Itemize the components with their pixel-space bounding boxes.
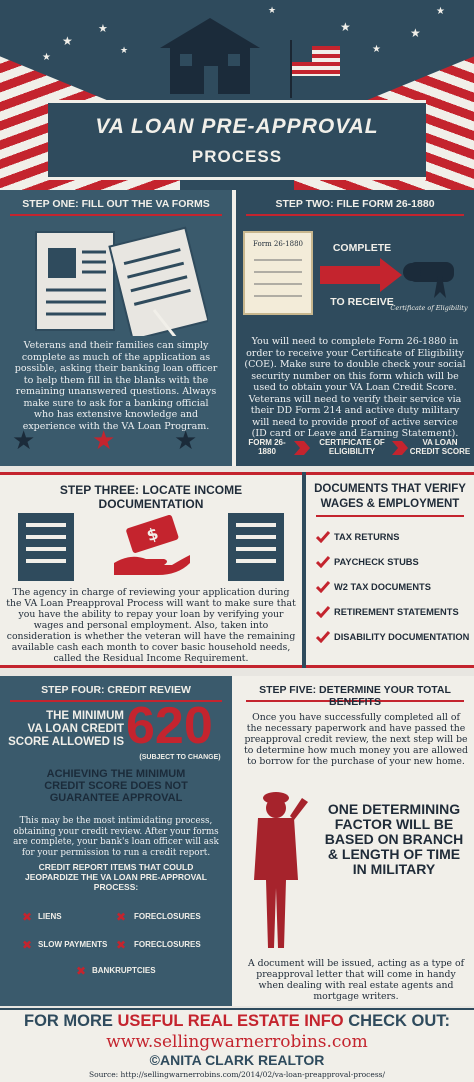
step-five-text-2: A document will be issued, acting as a type of preapproval letter that will come in handy when dealing with real estate agents and mortgage writers. [247, 958, 465, 1002]
step-four-panel [0, 676, 232, 1006]
step-five-heading: STEP FIVE: DETERMINE YOUR TOTAL BENEFITS [246, 684, 464, 702]
risk-item: FORECLOSURES [134, 912, 201, 921]
document-icon [16, 511, 76, 583]
step-three-text: The agency in charge of reviewing your application during the VA Loan Preapproval Process will want to make sure that you have the ability to repay your loan by verifying your wages and personal employment. Also, taken into consideration is whether the veteran will have the remaining available cash each month to cover basic household needs, called the Residual Income Requirement. [6, 587, 296, 664]
star-icon: ★ [410, 26, 421, 40]
x-icon: ✖ [116, 910, 127, 924]
more-prefix: FOR MORE [24, 1012, 113, 1030]
certificate-label: Certificate of Eligibility [390, 304, 468, 312]
house-icon [150, 14, 270, 94]
star-icon: ★ [92, 426, 116, 456]
svg-text:$: $ [144, 523, 161, 546]
documents-panel [306, 472, 474, 668]
factor-line1: ONE DETERMINING [327, 801, 461, 817]
more-highlight: USEFUL REAL ESTATE INFO [117, 1012, 344, 1030]
checkmark-icon [316, 581, 330, 593]
factor-line5: IN MILITARY [352, 861, 436, 877]
flow-step-certificate: CERTIFICATE OF ELIGIBILITY [319, 438, 385, 456]
saluting-soldier-icon [240, 788, 312, 948]
risk-item: FORECLOSURES [134, 940, 201, 949]
realtor-name: ©ANITA CLARK REALTOR [149, 1052, 325, 1068]
step-two-panel [236, 190, 474, 466]
step-two-heading: STEP TWO: FILE FORM 26-1880 [246, 198, 464, 216]
factor-line4: & LENGTH OF TIME [327, 846, 461, 862]
star-icon: ★ [98, 22, 108, 35]
step-one-heading: STEP ONE: FILL OUT THE VA FORMS [10, 198, 222, 216]
source-link[interactable]: Source: http://sellingwarnerrobins.com/2014/02/va-loan-preapproval-process/ [88, 1070, 386, 1079]
achieve-line1: ACHIEVING THE MINIMUM [46, 768, 186, 780]
document-item: RETIREMENT STATEMENTS [334, 607, 459, 617]
documents-heading-line2: WAGES & EMPLOYMENT [320, 498, 460, 510]
document-item: W2 TAX DOCUMENTS [334, 582, 431, 592]
checkmark-icon [316, 556, 330, 568]
subject-to-change: (SUBJECT TO CHANGE) [139, 754, 221, 761]
star-icon: ★ [12, 426, 36, 456]
receive-label: TO RECEIVE [330, 296, 394, 308]
star-icon: ★ [268, 6, 277, 16]
star-icon: ★ [372, 44, 381, 55]
flow-step-credit-score: VA LOAN CREDIT SCORE [409, 438, 471, 456]
achieve-line3: GUARANTEE APPROVAL [49, 792, 183, 804]
checkmark-icon [316, 606, 330, 618]
header-banner [0, 0, 474, 190]
star-icon: ★ [174, 426, 198, 456]
minimum-label-line2: VA LOAN CREDIT [27, 723, 124, 735]
document-icon [226, 511, 286, 583]
x-icon: ✖ [22, 910, 33, 924]
credit-score-value: 620 [126, 697, 213, 755]
documents-heading-line1: DOCUMENTS THAT VERIFY [314, 483, 466, 495]
money-hand-icon [112, 515, 192, 579]
arrow-right-icon [320, 258, 402, 292]
star-icon: ★ [120, 46, 129, 56]
step-one-text: Veterans and their families can simply complete as much of the application as possible, asking their banking loan officer to help them fill in the blanks with the remaining unanswered questions. Always make sure to ask for a banking official who has extensive knowledge and experience with the VA Loan Program. [14, 340, 218, 432]
risk-heading: CREDIT REPORT ITEMS THAT COULD JEOPARDIZE THE VA LOAN PRE-APPROVAL PROCESS: [25, 862, 207, 892]
step-five-panel [236, 676, 474, 1006]
risk-item: SLOW PAYMENTS [38, 940, 108, 949]
achieve-line2: CREDIT SCORE DOES NOT [44, 780, 188, 792]
document-item: PAYCHECK STUBS [334, 557, 419, 567]
star-icon: ★ [62, 34, 73, 48]
step-three-heading: STEP THREE: LOCATE INCOME DOCUMENTATION [59, 483, 243, 511]
flow-step-form: FORM 26-1880 [248, 438, 286, 456]
american-flag-icon [292, 46, 340, 76]
x-icon: ✖ [22, 938, 33, 952]
factor-line2: FACTOR WILL BE [334, 816, 454, 832]
step-two-text: You will need to complete Form 26-1880 in order to receive your Certificate of Eligibility (COE). Make sure to double check your social security number on this form which will be used to obtain your VA Loan Credit Score. Veterans will need to verify their service via their DD Form 214 and active duty military will need to provide proof of active service (ID card or Leave and Earning Statement). [244, 336, 466, 439]
more-suffix: CHECK OUT: [348, 1012, 450, 1030]
x-icon: ✖ [76, 964, 87, 978]
document-item: TAX RETURNS [334, 532, 400, 542]
step-five-text: Once you have successfully completed all of the necessary paperwork and have passed the preapproval credit review, the next step will be to determine how much money you are allowed to borrow for the purchase of your new home. [244, 712, 468, 767]
star-icon: ★ [436, 6, 445, 17]
diploma-icon [398, 250, 468, 302]
form-label: Form 26-1880 [253, 240, 303, 248]
risk-item: LIENS [38, 912, 62, 921]
website-link[interactable]: www.sellingwarnerrobins.com [106, 1032, 368, 1052]
step-four-text: This may be the most intimidating process, obtaining your credit review. After your forms are complete, your bank's loan officer will ask for your permission to run a credit report. [13, 816, 219, 858]
page-title: VA LOAN PRE-APPROVAL [95, 115, 379, 138]
star-icon: ★ [340, 20, 351, 34]
risk-item: BANKRUPTCIES [92, 966, 156, 975]
factor-line3: BASED ON BRANCH [324, 831, 464, 847]
footer [0, 1008, 474, 1082]
star-icon: ★ [42, 52, 51, 63]
more-info-line [0, 1012, 474, 1031]
step-four-heading: STEP FOUR: CREDIT REVIEW [10, 684, 222, 702]
heading-rule [316, 515, 464, 517]
forms-icon [28, 226, 208, 336]
title-band [48, 100, 426, 180]
page-subtitle: PROCESS [191, 147, 283, 166]
x-icon: ✖ [116, 938, 127, 952]
minimum-label-line3: SCORE ALLOWED IS [8, 736, 124, 748]
checkmark-icon [316, 631, 330, 643]
checkmark-icon [316, 531, 330, 543]
complete-label: COMPLETE [332, 242, 392, 254]
chevron-right-icon [294, 441, 310, 455]
step-one-panel [0, 190, 232, 466]
document-item: DISABILITY DOCUMENTATION [334, 632, 470, 642]
chevron-right-icon [392, 441, 408, 455]
step-three-panel [0, 472, 302, 668]
minimum-label-line1: THE MINIMUM [46, 710, 124, 722]
